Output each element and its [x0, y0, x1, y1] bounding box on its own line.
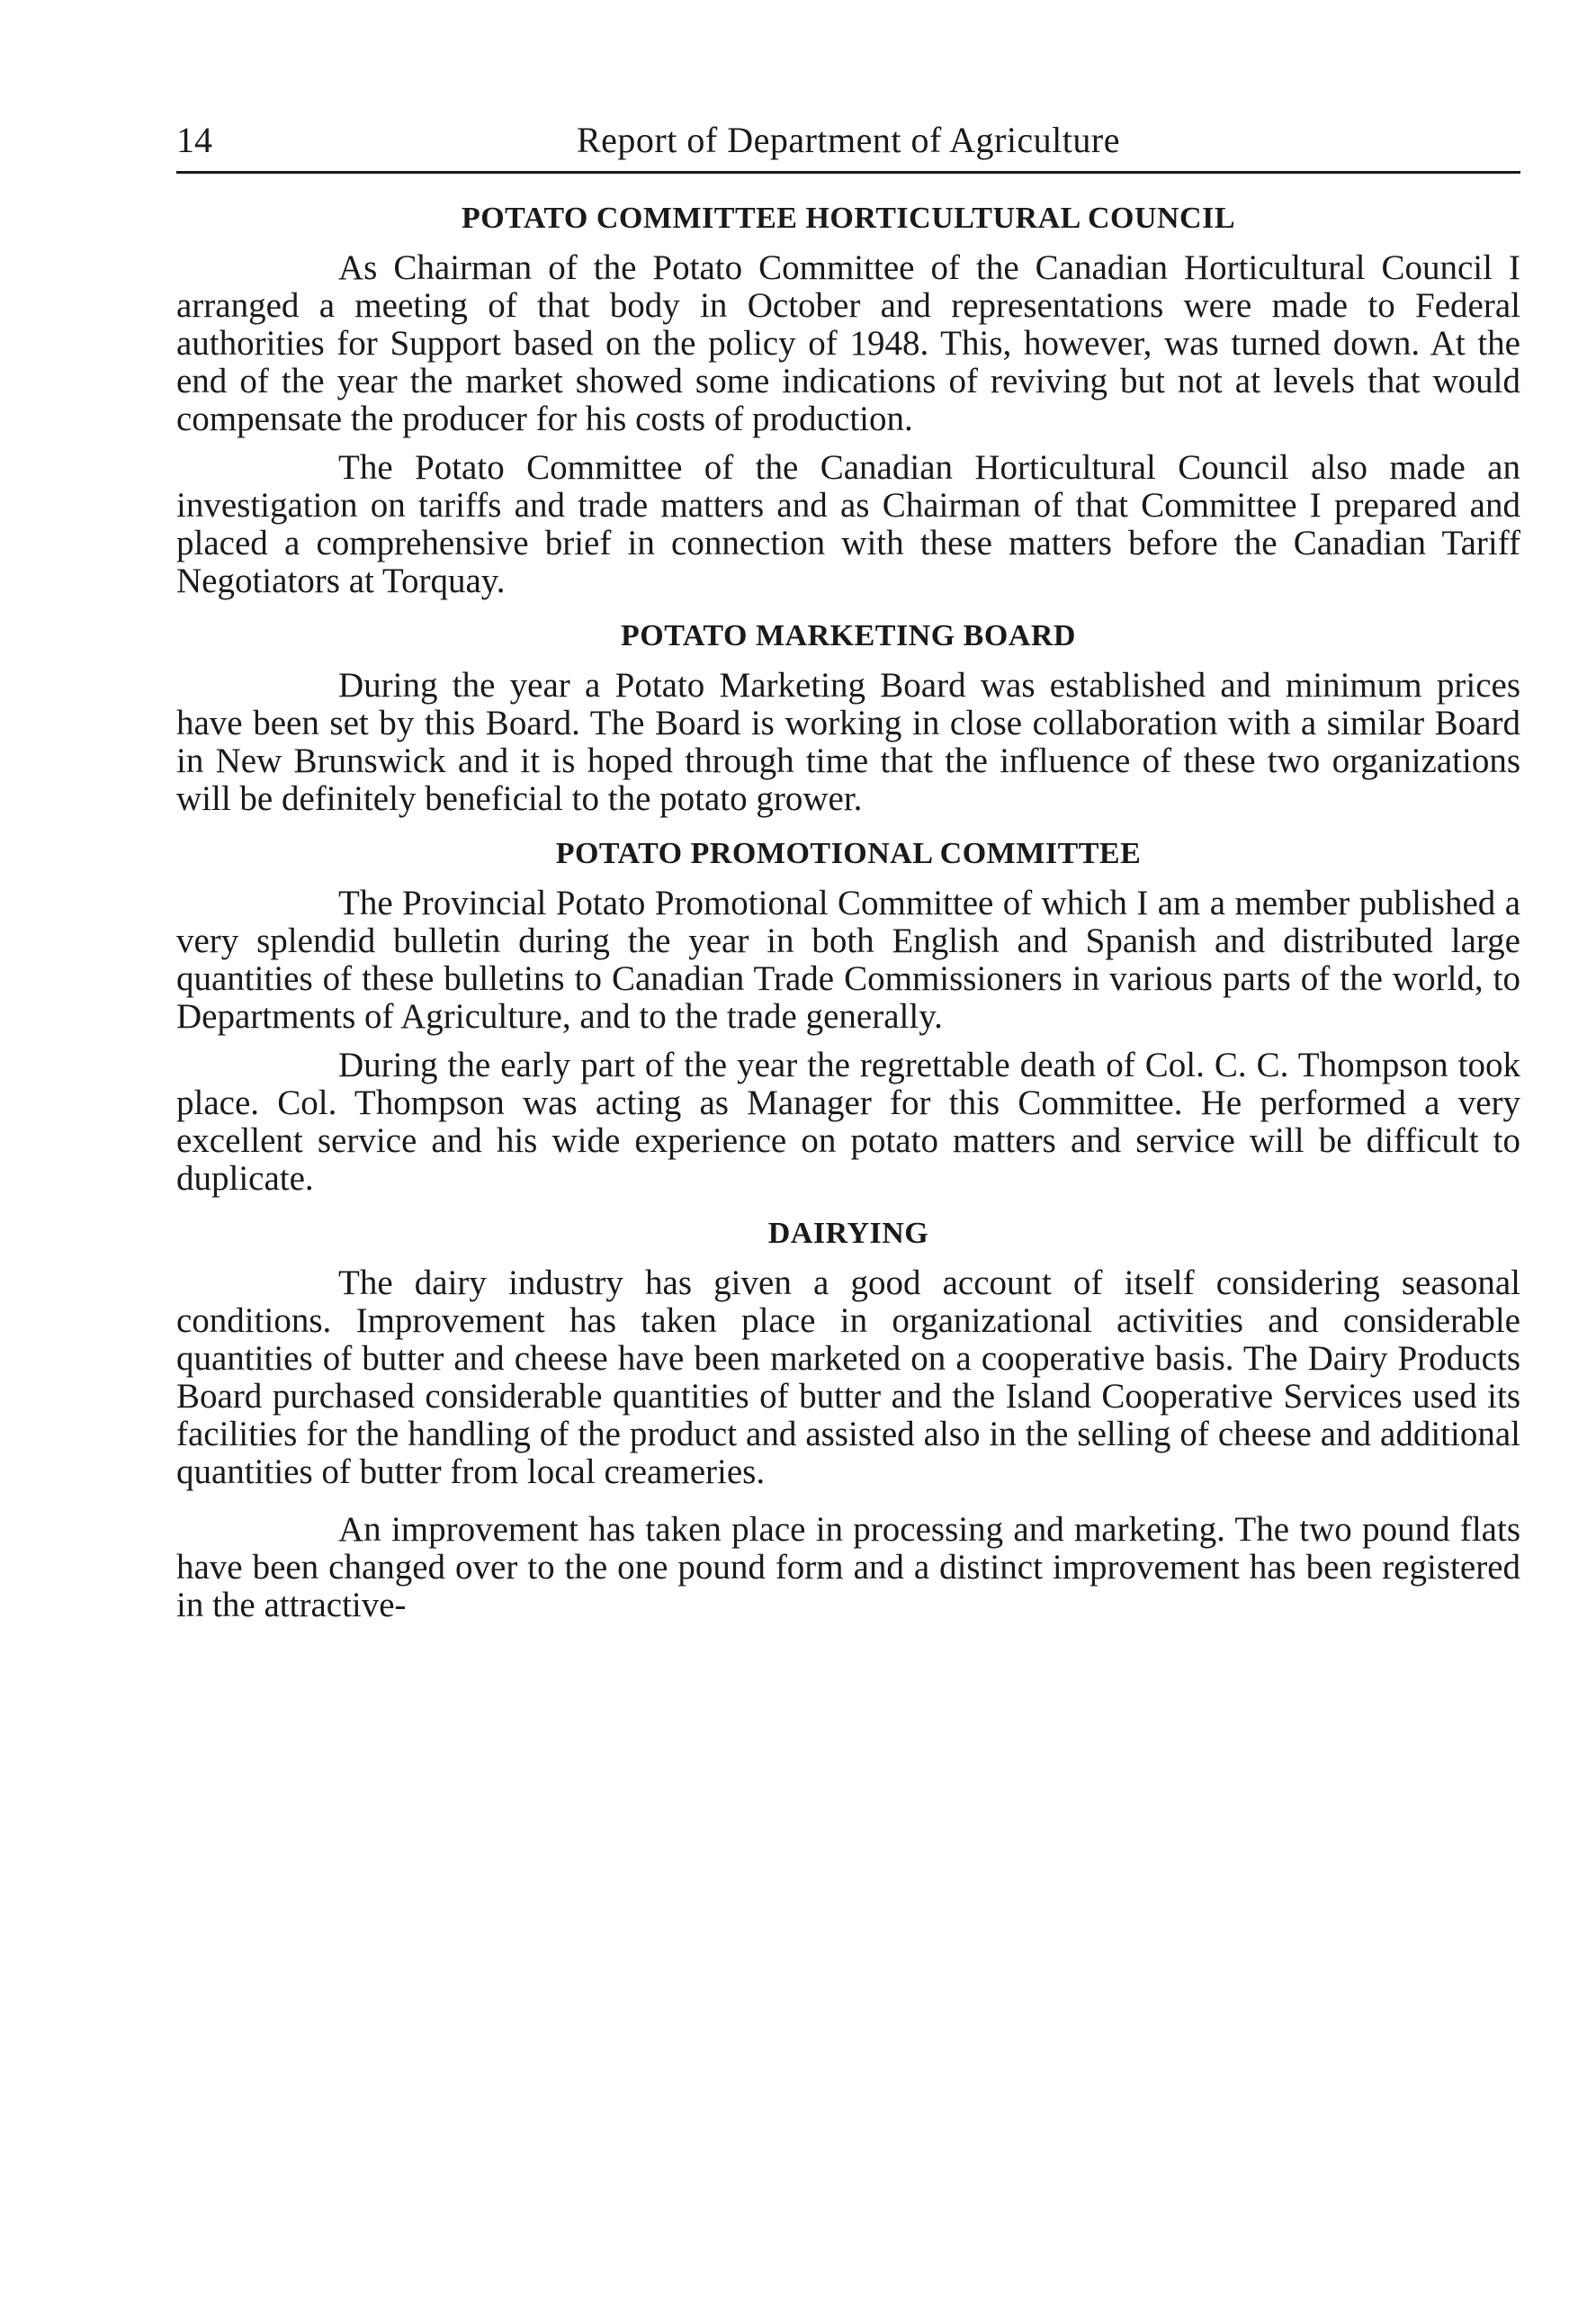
running-title: Report of Department of Agriculture [577, 120, 1120, 160]
paragraph: The dairy industry has given a good account of itself considering seasonal conditions. Improvement has taken place in organizational activities and considerable quantities of butter and cheese have been marketed on a cooperative basis. The Dairy Products Board purchased considerable quantities of butter and the Island Cooperative Services used its facilities for the handling of the product and assisted also in the selling of cheese and additional quantities of butter from local creameries. [176, 1263, 1520, 1491]
section-heading: POTATO COMMITTEE HORTICULTURAL COUNCIL [461, 202, 1236, 235]
section-heading: POTATO MARKETING BOARD [621, 619, 1076, 652]
section-heading: DAIRYING [767, 1217, 929, 1250]
section-dairying [176, 1212, 1520, 1624]
paragraph: The Provincial Potato Promotional Committee of which I am a member published a very splendid bulletin during the year in both English and Spanish and distributed large quantities of these bulletins to Canadian Trade Commissioners in various parts of the world, to Departments of Agriculture, and to the trade generally. [176, 884, 1520, 1036]
paragraph: During the year a Potato Marketing Board was established and minimum prices have been set by this Board. The Board is working in close collaboration with a similar Board in New Brunswick and it is hoped through time that the influence of these two organizations will be definitely beneficial to the potato grower. [176, 666, 1520, 818]
paragraph: An improvement has taken place in processing and marketing. The two pound flats have been changed over to the one pound form and a distinct improvement has been registered in the attractive- [176, 1510, 1520, 1624]
paragraph: The Potato Committee of the Canadian Horticultural Council also made an investigation on tariffs and trade matters and as Chairman of that Committee I prepared and placed a comprehensive brief in connection with these matters before the Canadian Tariff Negotiators at Torquay. [176, 448, 1520, 600]
section-potato-marketing-board [176, 615, 1520, 818]
paragraph: As Chairman of the Potato Committee of the Canadian Horticultural Council I arranged a meeting of that body in October and representations were made to Federal authorities for Support based on the policy of 1948. This, however, was turned down. At the end of the year the market showed some indications of reviving but not at levels that would compensate the producer for his costs of production. [176, 248, 1520, 438]
section-potato-committee [176, 197, 1520, 600]
section-heading: POTATO PROMOTIONAL COMMITTEE [555, 837, 1142, 870]
header-rule [176, 171, 1520, 174]
page-header [176, 115, 1520, 166]
paragraph: During the early part of the year the regrettable death of Col. C. C. Thompson took place. Col. Thompson was acting as Manager for this Committee. He performed a very excellent service and his wide experience on potato matters and service will be difficult to duplicate. [176, 1046, 1520, 1198]
section-potato-promotional-committee [176, 832, 1520, 1198]
page-number: 14 [176, 120, 212, 160]
document-page [176, 115, 1520, 1624]
